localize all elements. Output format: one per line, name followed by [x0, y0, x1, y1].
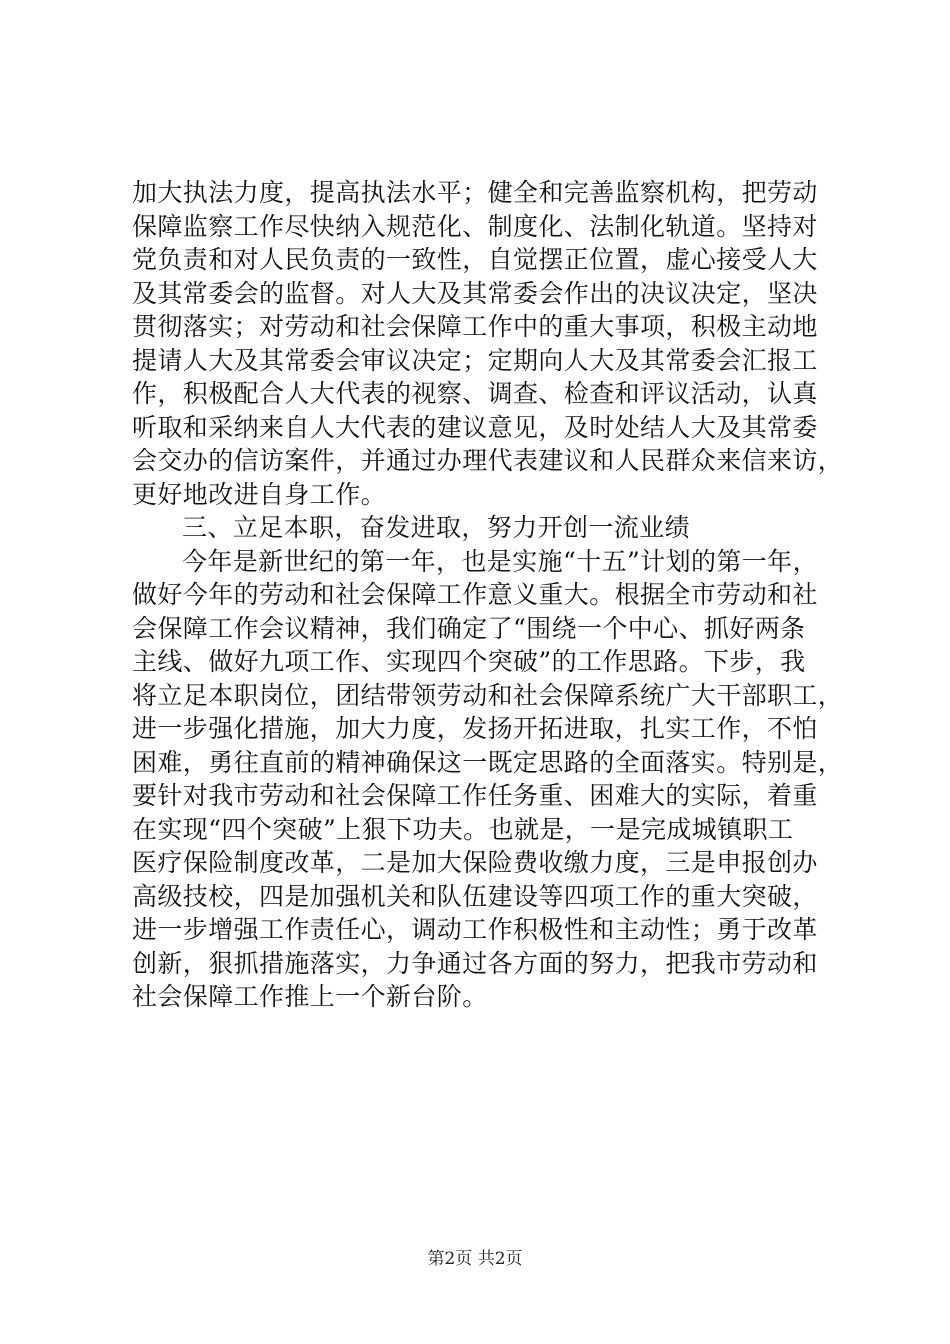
text-line: 及其常委会的监督。对人大及其常委会作出的决议决定，坚决: [132, 278, 818, 308]
text-line: 更好地改进自身工作。: [132, 479, 387, 509]
text-line: 听取和采纳来自人大代表的建议意见，及时处结人大及其常委: [132, 412, 818, 442]
text-line: 社会保障工作推上一个新台阶。: [132, 982, 488, 1011]
text-line: 创新，狠抓措施落实，力争通过各方面的努力，把我市劳动和: [132, 948, 818, 978]
page-number-footer: 第2页 共2页: [427, 1249, 523, 1269]
section-heading: 三、立足本职，奋发进取，努力开创一流业绩: [182, 513, 691, 542]
text-line: 要针对我市劳动和社会保障工作任务重、困难大的实际，着重: [132, 781, 818, 810]
text-line: 提请人大及其常委会审议决定；定期向人大及其常委会汇报工: [132, 345, 818, 375]
text-line: 贯彻落实；对劳动和社会保障工作中的重大事项，积极主动地: [132, 312, 818, 341]
text-line: 在实现“四个突破”上狠下功夫。也就是，一是完成城镇职工: [132, 814, 794, 844]
text-line: 主线、做好九项工作、实现四个突破”的工作思路。下步，我: [132, 647, 806, 676]
text-line: 做好今年的劳动和社会保障工作意义重大。根据全市劳动和社: [132, 580, 818, 609]
text-line: 进一步强化措施，加大力度，发扬开拓进取，扎实工作，不怕: [132, 714, 818, 743]
text-line: 将立足本职岗位，团结带领劳动和社会保障系统广大干部职工，: [132, 680, 844, 710]
text-line: 困难，勇往直前的精神确保这一既定思路的全面落实。特别是，: [132, 747, 844, 777]
text-line: 作，积极配合人大代表的视察、调查、检查和评议活动，认真: [132, 379, 818, 408]
text-line: 会交办的信访案件，并通过办理代表建议和人民群众来信来访，: [132, 446, 844, 475]
text-line: 医疗保险制度改革，二是加大保险费收缴力度，三是申报创办: [132, 848, 818, 877]
text-line: 党负责和对人民负责的一致性，自觉摆正位置，虚心接受人大: [132, 245, 818, 274]
text-line: 会保障工作会议精神，我们确定了“围绕一个中心、抓好两条: [132, 613, 806, 643]
text-line: 保障监察工作尽快纳入规范化、制度化、法制化轨道。坚持对: [132, 211, 818, 241]
text-line: 高级技校，四是加强机关和队伍建设等四项工作的重大突破，: [132, 881, 818, 911]
text-line: 加大执法力度，提高执法水平；健全和完善监察机构，把劳动: [132, 178, 818, 207]
paragraph-start-line: 今年是新世纪的第一年，也是实施“十五”计划的第一年，: [182, 546, 818, 576]
text-line: 进一步增强工作责任心，调动工作积极性和主动性；勇于改革: [132, 915, 818, 944]
document-body: [132, 176, 844, 1014]
